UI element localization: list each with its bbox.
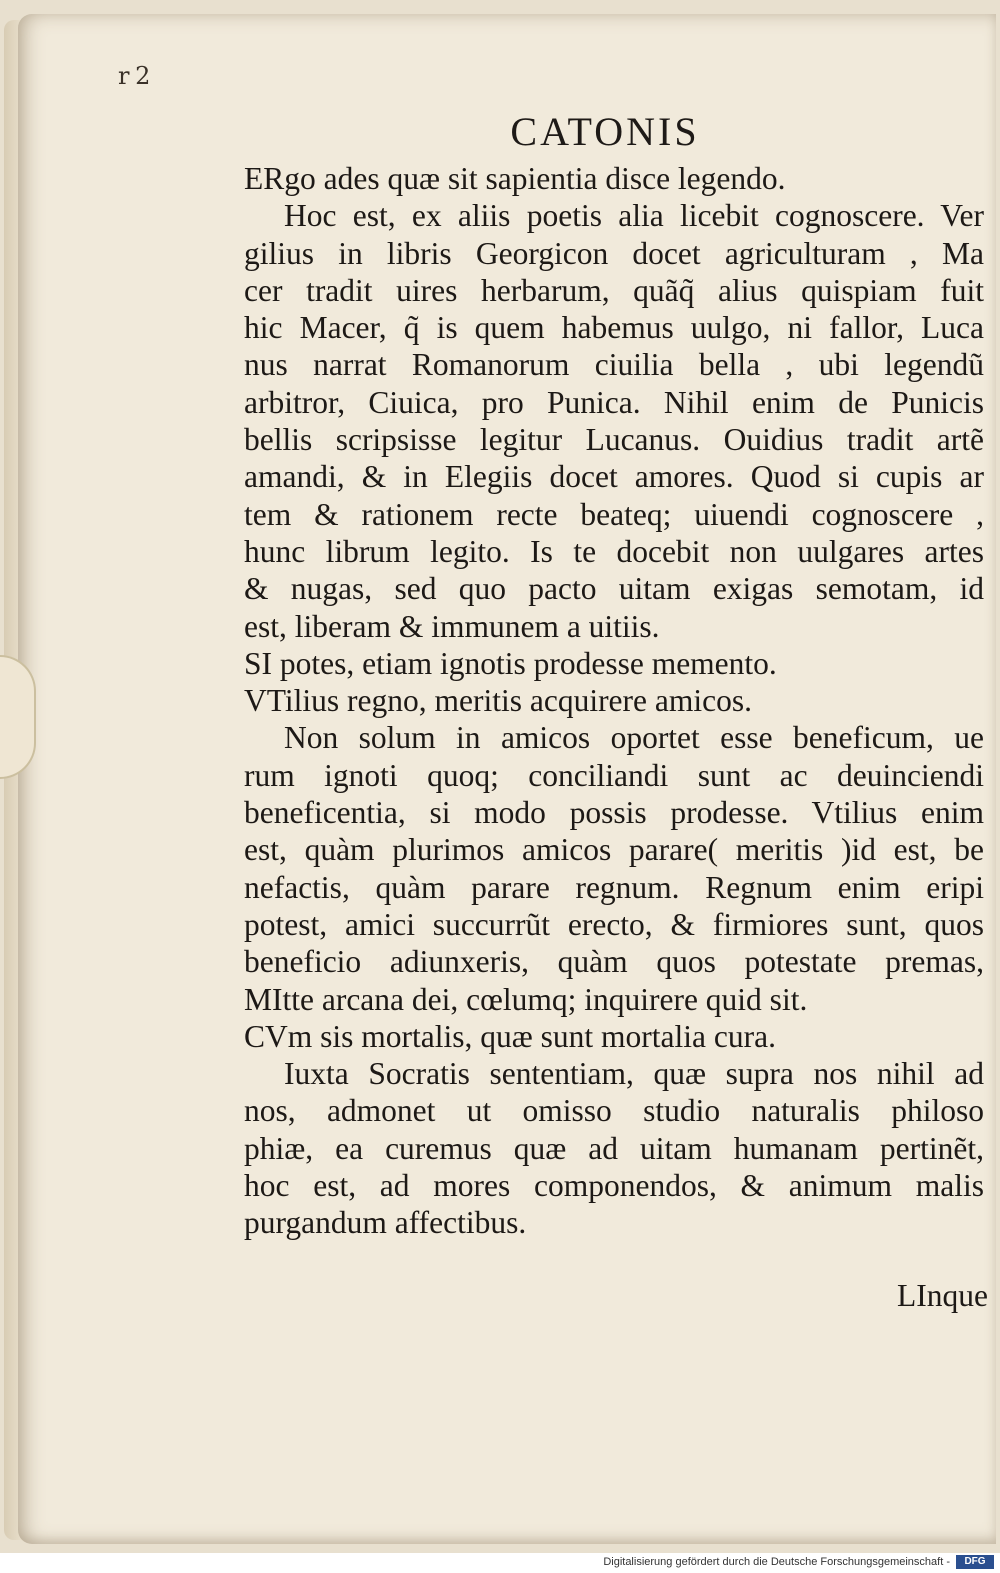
running-head: CATONIS xyxy=(510,109,700,154)
text-line: SI potes, etiam ignotis prodesse memento. xyxy=(244,645,777,681)
text-line: Hoc est, ex aliis poetis alia licebit cognoscere. Ver xyxy=(284,198,984,234)
text-line: MItte arcana dei, cœlumq; inquirere quid sit. xyxy=(244,981,808,1017)
text-line: ERgo ades quæ sit sapientia disce legendo. xyxy=(244,161,786,196)
text-line: Non solum in amicos oportet esse beneficum, ue xyxy=(284,720,984,756)
text-line: nus narrat Romanorum ciuilia bella , ubi legendũ xyxy=(244,347,984,383)
text-line: potest, amici succurrũt erecto, & firmiores sunt, quos xyxy=(244,906,984,942)
text-line: hoc est, ad mores componendos, & animum malis xyxy=(244,1168,984,1204)
text-line: gilius in libris Georgicon docet agriculturam , Ma xyxy=(244,235,984,271)
text-line: nefactis, quàm parare regnum. Regnum enim eripi xyxy=(244,869,984,905)
text-line: est, quàm plurimos amicos parare( meritis )id est, be xyxy=(244,832,984,868)
text-line: cer tradit uires herbarum, quãq̃ alius quispiam fuit xyxy=(244,272,984,308)
text-line: tem & rationem recte beateq; uiuendi cognoscere , xyxy=(244,496,984,532)
text-line: amandi, & in Elegiis docet amores. Quod si cupis ar xyxy=(244,459,984,495)
text-line: phiæ, ea curemus quæ ad uitam humanam pertinẽt, xyxy=(244,1130,984,1166)
folio-number: r 2 xyxy=(118,62,150,90)
text-line: Iuxta Socratis sententiam, quæ supra nos nihil ad xyxy=(284,1056,984,1092)
text-line: & nugas, sed quo pacto uitam exigas semotam, id xyxy=(244,571,984,607)
text-line: rum ignoti quoq; conciliandi sunt ac deuinciendi xyxy=(244,757,984,793)
page-fold-mark xyxy=(0,655,36,779)
text-line: arbitror, Ciuica, pro Punica. Nihil enim de Punicis xyxy=(244,384,984,420)
text-line: beneficio adiunxeris, quàm quos potestate premas, xyxy=(244,944,984,980)
text-line: nos, admonet ut omisso studio naturalis philoso xyxy=(244,1093,984,1129)
text-line: hunc librum legito. Is te docebit non uulgares artes xyxy=(244,533,984,569)
text-line: hic Macer, q̃ is quem habemus uulgo, ni fallor, Luca xyxy=(244,310,984,346)
text-line: beneficentia, si modo possis prodesse. Vtilius enim xyxy=(244,795,984,831)
body-text xyxy=(244,160,984,1242)
text-line: CVm sis mortalis, quæ sunt mortalia cura. xyxy=(244,1018,776,1054)
catchword: LInque xyxy=(897,1278,988,1313)
text-line: est, liberam & immunem a uitiis. xyxy=(244,608,660,644)
text-line: VTilius regno, meritis acquirere amicos. xyxy=(244,683,752,719)
dfg-logo: DFG xyxy=(956,1555,994,1569)
footer-credit: Digitalisierung gefördert durch die Deutsche Forschungsgemeinschaft - xyxy=(603,1556,950,1568)
text-line: bellis scripsisse legitur Lucanus. Ouidius tradit artẽ xyxy=(244,422,984,458)
text-line: purgandum affectibus. xyxy=(244,1205,527,1241)
